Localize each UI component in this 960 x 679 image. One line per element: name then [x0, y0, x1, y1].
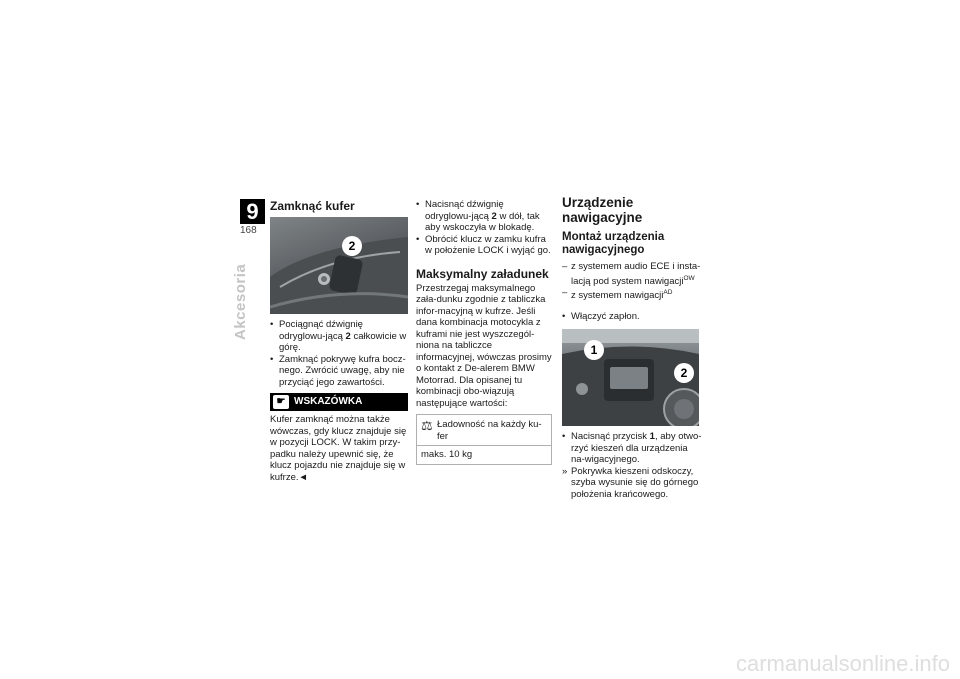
callout-2: 2: [674, 363, 694, 383]
list-item: • Włączyć zapłon.: [562, 311, 702, 323]
column-close-case: [270, 199, 408, 483]
watermark: carmanualsonline.info: [735, 651, 950, 676]
load-label: Ładowność na każdy ku-fer: [437, 419, 542, 442]
column-navigation: [562, 195, 702, 500]
list-item: » Pokrywka kieszeni odskoczy, szyba wysunie się do górnego położenia krańcowego.: [562, 466, 702, 501]
callout-1: 1: [584, 340, 604, 360]
note-header: ☛ WSKAZÓWKA: [270, 393, 408, 411]
hand-pointer-icon: ☛: [273, 395, 289, 409]
heading-close-case: Zamknąć kufer: [270, 199, 355, 213]
list-item: • Nacisnąć dźwignię odryglowu-jącą 2 w dół, tak aby wskoczyła w blokadę.: [416, 199, 552, 234]
column-max-load: [416, 199, 552, 465]
heading-max-load: Maksymalny załadunek: [416, 266, 549, 281]
callout-2: 2: [342, 236, 362, 256]
photo-case-lever: [270, 217, 408, 314]
chapter-side-label: Akcesoria: [232, 263, 249, 340]
load-value: maks. 10 kg: [421, 449, 473, 460]
list-item: – z systemem audio ECE i insta-lacją pod system nawigacji$^{OW}$: [562, 261, 702, 287]
chapter-number: 9: [240, 199, 265, 224]
list-item: • Pociągnąć dźwignię odryglowu-jącą 2 całkowicie w górę.: [270, 319, 408, 354]
photo-nav-cradle: [562, 329, 699, 426]
page-number: 168: [240, 225, 257, 236]
list-item: • Nacisnąć przycisk 1, aby otwo-rzyć kieszeń dla urządzenia na-wigacyjnego.: [562, 431, 702, 466]
subheading-nav-mount: Montaż urządzenia nawigacyjnego: [562, 231, 665, 256]
heading-navigation: Urządzenie nawigacyjne: [562, 195, 643, 225]
weight-icon: ⚖: [421, 418, 433, 433]
list-item: • Zamknąć pokrywę kufra bocz-nego. Zwrócić uwagę, aby nie przyciąć jego zawartości.: [270, 354, 408, 389]
max-load-text: Przestrzegaj maksymalnego zała-dunku zgodnie z tabliczka infor-macyjną w kufrze. Jeśli dana kombinacja motocykla z kuframi nie jest wyszczegól-niona na tabliczce informacyjnej, wówczas prosimy o kontakt z De-alerem BMW Motorrad. Dla opisanej tu kombinacji obo-wiązują następujące wartości:: [416, 282, 552, 409]
load-table: [416, 414, 552, 465]
list-item: – z systemem nawigacji$^{AD}$: [562, 287, 702, 302]
note-text: Kufer zamknąć można także wówczas, gdy klucz znajduje się w pozycji LOCK. W takim przy-padku należy upewnić się, że klucz pojazdu nie znajduje się w kufrze.◄: [270, 414, 407, 483]
list-item: • Obrócić klucz w zamku kufra w położenie LOCK i wyjąć go.: [416, 234, 552, 257]
case-lever-illustration: [270, 217, 408, 314]
